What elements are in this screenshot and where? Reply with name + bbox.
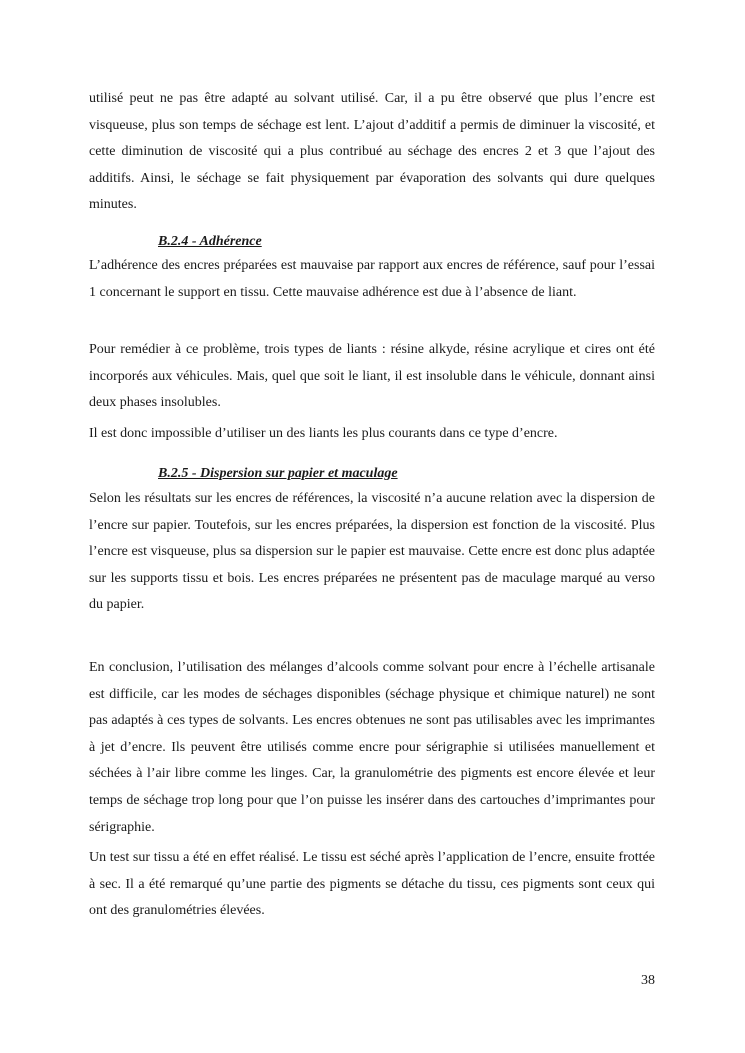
paragraph-fabric-test: Un test sur tissu a été en effet réalisé. Le tissu est séché après l’application de l’encre, ensuite frottée à sec. Il a été remarqué qu’une partie des pigments se détache du tissu, ces pigments sont ceux qui ont des granulométries élevées. xyxy=(89,850,655,919)
paragraph-dispersion: Selon les résultats sur les encres de références, la viscosité n’a aucune relation avec la dispersion de l’encre sur papier. Toutefois, sur les encres préparées, la dispersion est fonction de la viscosité. Plus l’encre est visqueuse, plus sa dispersion sur le papier est mauvaise. Cette encre est donc plus adaptée sur les supports tissu et bois. Les encres préparées ne présentent pas de maculage marqué au verso du papier. xyxy=(89,491,655,613)
section-heading-adherence: B.2.4 - Adhérence xyxy=(158,234,262,249)
paragraph-drying-conclusion: utilisé peut ne pas être adapté au solvant utilisé. Car, il a pu être observé que plus l’encre est visqueuse, plus son temps de séchage est lent. L’ajout d’additif a permis de diminuer la viscosité, et cette diminution de viscosité qui a plus contribué au séchage des encres 2 et 3 que l’ajout des additifs. Ainsi, le séchage se fait physiquement par évaporation des solvants qui dure quelques minutes. xyxy=(89,91,655,213)
page-number: 38 xyxy=(641,973,655,988)
paragraph-adherence: L’adhérence des encres préparées est mauvaise par rapport aux encres de référence, sauf pour l’essai 1 concernant le support en tissu. Cette mauvaise adhérence est due à l’absence de liant. xyxy=(89,258,655,300)
paragraph-binders: Pour remédier à ce problème, trois types de liants : résine alkyde, résine acrylique et cires ont été incorporés aux véhicules. Mais, quel que soit le liant, il est insoluble dans le véhicule, donnant ainsi deux phases insolubles. xyxy=(89,342,655,411)
section-heading-dispersion: B.2.5 - Dispersion sur papier et maculage xyxy=(158,466,398,481)
paragraph-conclusion: En conclusion, l’utilisation des mélanges d’alcools comme solvant pour encre à l’échelle artisanale est difficile, car les modes de séchages disponibles (séchage physique et chimique naturel) ne sont pas adaptés à ces types de solvants. Les encres obtenues ne sont pas utilisables avec les imprimantes à jet d’encre. Ils peuvent être utilisés comme encre pour sérigraphie si utilisées manuellement et séchées à l’air libre comme les linges. Car, la granulométrie des pigments est encore élevée et leur temps de séchage trop long pour que l’on puisse les insérer dans des cartouches d’imprimantes pour sérigraphie. xyxy=(89,660,655,835)
paragraph-binders-impossible: Il est donc impossible d’utiliser un des liants les plus courants dans ce type d’encre. xyxy=(89,426,558,441)
